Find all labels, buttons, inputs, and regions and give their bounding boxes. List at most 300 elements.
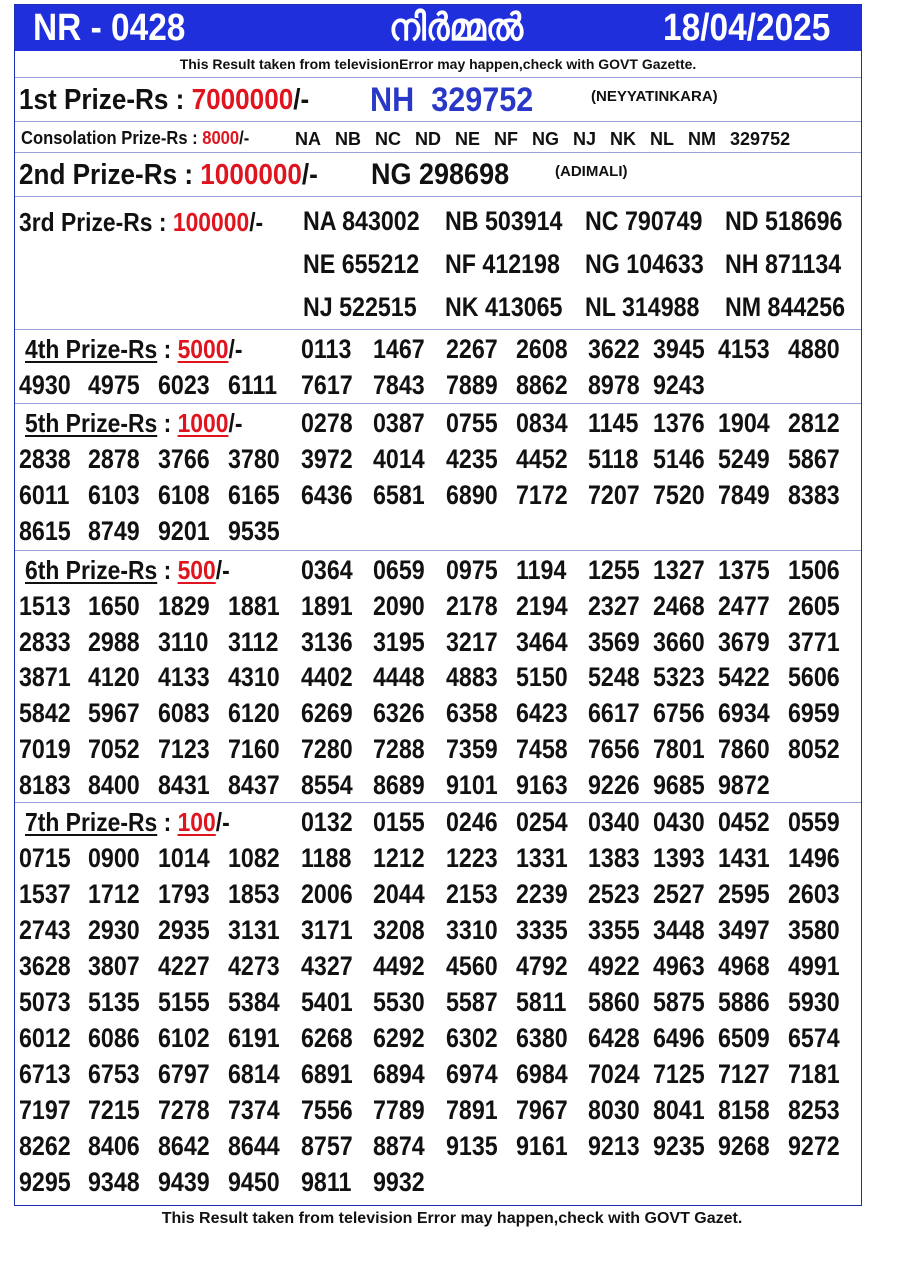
- winning-number: 6574: [788, 1023, 840, 1053]
- winning-number: 7197: [19, 1095, 71, 1125]
- winning-number: 6753: [88, 1059, 140, 1089]
- winning-number: 6165: [228, 480, 280, 510]
- winning-number: 2812: [788, 408, 840, 438]
- second-prize-title: 2nd Prize-Rs :: [19, 159, 201, 191]
- first-prize-location: (NEYYATINKARA): [591, 88, 718, 105]
- winning-number: 4883: [446, 662, 498, 693]
- winning-number: 6814: [228, 1059, 280, 1089]
- winning-number: 3660: [653, 626, 705, 657]
- winning-number: 8642: [158, 1131, 210, 1161]
- winning-number: 7617: [301, 370, 353, 400]
- winning-number: 8431: [158, 769, 210, 800]
- winning-number: 2935: [158, 915, 210, 945]
- winning-number: 7789: [373, 1095, 425, 1125]
- winning-number: 1650: [88, 590, 140, 621]
- winning-number: 9872: [718, 769, 770, 800]
- consolation-ticket: NG: [532, 129, 560, 149]
- winning-number: 3464: [516, 626, 568, 657]
- winning-number: 8978: [588, 370, 640, 400]
- winning-number: 3335: [516, 915, 568, 945]
- winning-number: 6436: [301, 480, 353, 510]
- fourth-prize-section: [15, 330, 861, 404]
- winning-number: 6103: [88, 480, 140, 510]
- winning-number: 0659: [373, 555, 425, 585]
- winning-number: 9135: [446, 1131, 498, 1161]
- winning-number: 0975: [446, 555, 498, 585]
- winning-number: 1793: [158, 879, 210, 909]
- consolation-ticket: NM: [688, 129, 717, 149]
- winning-number: 5867: [788, 444, 840, 474]
- consolation-ticket: 329752: [730, 129, 791, 149]
- sixth-prize-section: [15, 551, 861, 803]
- third-prize-ticket: NF 412198: [445, 249, 560, 279]
- winning-number: 5875: [653, 987, 705, 1017]
- winning-number: 5530: [373, 987, 425, 1017]
- winning-number: 3112: [228, 626, 279, 657]
- winning-number: 2044: [373, 879, 425, 909]
- winning-number: 9201: [158, 516, 210, 546]
- title-bar: [15, 5, 861, 51]
- winning-number: 2838: [19, 444, 71, 474]
- winning-number: 6011: [19, 480, 70, 510]
- winning-number: 4310: [228, 662, 280, 693]
- winning-number: 3871: [19, 662, 71, 693]
- winning-number: 2239: [516, 879, 568, 909]
- winning-number: 8052: [788, 734, 840, 764]
- seventh-prize-section: [15, 803, 861, 1203]
- winning-number: 8437: [228, 769, 280, 800]
- winning-number: 5860: [588, 987, 640, 1017]
- winning-number: 2930: [88, 915, 140, 945]
- winning-number: 5930: [788, 987, 840, 1017]
- winning-number: 4448: [373, 662, 425, 693]
- winning-number: 7207: [588, 480, 640, 510]
- winning-number: 6974: [446, 1059, 498, 1089]
- fourth-prize-suffix: /-: [228, 334, 243, 364]
- consolation-ticket: NJ: [573, 129, 597, 149]
- winning-number: 0900: [88, 843, 140, 873]
- consolation-ticket: NE: [455, 129, 481, 149]
- winning-number: 5249: [718, 444, 770, 474]
- winning-number: 7052: [88, 734, 140, 764]
- winning-number: 7801: [653, 734, 705, 764]
- winning-number: 4560: [446, 951, 498, 981]
- winning-number: 1513: [19, 590, 71, 621]
- winning-number: 9450: [228, 1167, 280, 1197]
- winning-number: 7556: [301, 1095, 353, 1125]
- winning-number: 8689: [373, 769, 425, 800]
- third-prize-ticket: NB 503914: [445, 206, 563, 236]
- lottery-name: നിർമ്മൽ: [389, 7, 524, 49]
- winning-number: 8253: [788, 1095, 840, 1125]
- winning-number: 6713: [19, 1059, 71, 1089]
- winning-number: 2878: [88, 444, 140, 474]
- winning-number: 5146: [653, 444, 705, 474]
- winning-number: 3766: [158, 444, 210, 474]
- winning-number: 6108: [158, 480, 210, 510]
- winning-number: 3131: [228, 915, 280, 945]
- result-sheet: [14, 4, 862, 1206]
- winning-number: 5384: [228, 987, 280, 1017]
- winning-number: 8749: [88, 516, 140, 546]
- winning-number: 8757: [301, 1131, 353, 1161]
- winning-number: 3945: [653, 334, 705, 364]
- winning-number: 4273: [228, 951, 280, 981]
- winning-number: 6380: [516, 1023, 568, 1053]
- sixth-prize-label: [25, 552, 230, 588]
- winning-number: 8862: [516, 370, 568, 400]
- winning-number: 7280: [301, 734, 353, 764]
- winning-number: 6326: [373, 698, 425, 729]
- first-prize-row: [15, 78, 861, 122]
- winning-number: 7374: [228, 1095, 280, 1125]
- winning-number: 1537: [19, 879, 71, 909]
- winning-number: 1255: [588, 555, 640, 585]
- fourth-prize-title: 4th Prize-Rs: [25, 334, 158, 364]
- winning-number: 1393: [653, 843, 705, 873]
- winning-number: 2608: [516, 334, 568, 364]
- winning-number: 9811: [301, 1167, 352, 1197]
- winning-number: 6102: [158, 1023, 210, 1053]
- winning-number: 1891: [301, 590, 353, 621]
- consolation-label: [21, 128, 249, 149]
- winning-number: 1383: [588, 843, 640, 873]
- consolation-amount: 8000: [202, 128, 240, 148]
- winning-number: 8158: [718, 1095, 770, 1125]
- winning-number: 3355: [588, 915, 640, 945]
- winning-number: 2527: [653, 879, 705, 909]
- winning-number: 6617: [588, 698, 640, 729]
- third-prize-ticket: NH 871134: [725, 249, 842, 279]
- winning-number: 1212: [373, 843, 425, 873]
- winning-number: 6428: [588, 1023, 640, 1053]
- winning-number: 5135: [88, 987, 140, 1017]
- first-prize-amount: 7000000: [191, 84, 294, 116]
- winning-number: 0715: [19, 843, 71, 873]
- winning-number: 4227: [158, 951, 210, 981]
- winning-number: 1376: [653, 408, 705, 438]
- second-prize-suffix: /-: [301, 159, 318, 191]
- second-prize-amount: 1000000: [200, 159, 302, 191]
- winning-number: 9235: [653, 1131, 705, 1161]
- winning-number: 2090: [373, 590, 425, 621]
- winning-number: 9685: [653, 769, 705, 800]
- consolation-ticket: NC: [375, 129, 401, 149]
- winning-number: 6891: [301, 1059, 353, 1089]
- winning-number: 7123: [158, 734, 210, 764]
- winning-number: 8030: [588, 1095, 640, 1125]
- winning-number: 7019: [19, 734, 71, 764]
- winning-number: 3208: [373, 915, 425, 945]
- fourth-prize-amount: 5000: [177, 334, 229, 364]
- third-prize-ticket: ND 518696: [725, 206, 843, 236]
- sixth-prize-title: 6th Prize-Rs: [25, 555, 158, 585]
- consolation-title: Consolation Prize-Rs :: [21, 128, 203, 148]
- winning-number: 4975: [88, 370, 140, 400]
- consolation-ticket: NB: [335, 129, 361, 149]
- winning-number: 5150: [516, 662, 568, 693]
- winning-number: 2523: [588, 879, 640, 909]
- third-prize-ticket: NM 844256: [725, 292, 846, 322]
- winning-number: 6083: [158, 698, 210, 729]
- winning-number: 2477: [718, 590, 770, 621]
- winning-number: 3807: [88, 951, 140, 981]
- winning-number: 7278: [158, 1095, 210, 1125]
- winning-number: 7288: [373, 734, 425, 764]
- winning-number: 5155: [158, 987, 210, 1017]
- winning-number: 2178: [446, 590, 498, 621]
- winning-number: 0254: [516, 807, 568, 837]
- winning-number: 1506: [788, 555, 840, 585]
- winning-number: 7889: [446, 370, 498, 400]
- sixth-prize-amount: 500: [177, 555, 216, 585]
- second-prize-label: [19, 157, 318, 193]
- seventh-prize-title: 7th Prize-Rs: [25, 807, 158, 837]
- winning-number: 0834: [516, 408, 568, 438]
- winning-number: 7458: [516, 734, 568, 764]
- winning-number: 3448: [653, 915, 705, 945]
- winning-number: 8400: [88, 769, 140, 800]
- winning-number: 4792: [516, 951, 568, 981]
- consolation-ticket: NL: [650, 129, 675, 149]
- third-prize-amount: 100000: [172, 207, 250, 237]
- third-prize-ticket: NE 655212: [303, 249, 420, 279]
- winning-number: 6423: [516, 698, 568, 729]
- winning-number: 3771: [788, 626, 840, 657]
- winning-number: 5842: [19, 698, 71, 729]
- winning-number: 7891: [446, 1095, 498, 1125]
- consolation-row: [15, 122, 861, 153]
- winning-number: 2327: [588, 590, 640, 621]
- winning-number: 9295: [19, 1167, 71, 1197]
- winning-number: 5967: [88, 698, 140, 729]
- winning-number: 6984: [516, 1059, 568, 1089]
- fifth-prize-suffix: /-: [228, 408, 243, 438]
- winning-number: 6023: [158, 370, 210, 400]
- third-prize-ticket: NA 843002: [303, 206, 420, 236]
- winning-number: 3497: [718, 915, 770, 945]
- fifth-prize-sep: :: [157, 408, 178, 438]
- disclaimer-bottom: This Result taken from television Error may happen,check with GOVT Gazet.: [161, 1210, 743, 1227]
- winning-number: 3580: [788, 915, 840, 945]
- fifth-prize-label: [25, 405, 242, 441]
- winning-number: 3217: [446, 626, 498, 657]
- winning-number: 4014: [373, 444, 425, 474]
- winning-number: 9932: [373, 1167, 425, 1197]
- consolation-tickets: [295, 126, 804, 152]
- winning-number: 6191: [228, 1023, 280, 1053]
- winning-number: 1082: [228, 843, 280, 873]
- winning-number: 6934: [718, 698, 770, 729]
- winning-number: 6509: [718, 1023, 770, 1053]
- third-prize-ticket: NJ 522515: [303, 292, 417, 322]
- winning-number: 3171: [301, 915, 353, 945]
- winning-number: 4327: [301, 951, 353, 981]
- winning-number: 6756: [653, 698, 705, 729]
- third-prize-label: [19, 205, 263, 239]
- winning-number: 9163: [516, 769, 568, 800]
- winning-number: 5323: [653, 662, 705, 693]
- winning-number: 3136: [301, 626, 353, 657]
- consolation-ticket: NF: [494, 129, 519, 149]
- winning-number: 4402: [301, 662, 353, 693]
- winning-number: 1145: [588, 408, 639, 438]
- sixth-prize-sep: :: [157, 555, 178, 585]
- winning-number: 9535: [228, 516, 280, 546]
- first-prize-ticket: NH 329752: [370, 81, 534, 119]
- winning-number: 8554: [301, 769, 353, 800]
- winning-number: 1194: [516, 555, 567, 585]
- winning-number: 3310: [446, 915, 498, 945]
- first-prize-suffix: /-: [293, 84, 310, 116]
- winning-number: 3110: [158, 626, 209, 657]
- winning-number: 7520: [653, 480, 705, 510]
- winning-number: 6111: [228, 370, 278, 400]
- first-prize-label: [19, 82, 309, 118]
- winning-number: 6012: [19, 1023, 71, 1053]
- winning-number: 0387: [373, 408, 425, 438]
- winning-number: 7125: [653, 1059, 705, 1089]
- winning-number: 0132: [301, 807, 353, 837]
- winning-number: 9272: [788, 1131, 840, 1161]
- winning-number: 7127: [718, 1059, 770, 1089]
- first-prize-title: 1st Prize-Rs :: [19, 84, 192, 116]
- winning-number: 7172: [516, 480, 568, 510]
- winning-number: 7967: [516, 1095, 568, 1125]
- third-prize-suffix: /-: [249, 207, 264, 237]
- winning-number: 0246: [446, 807, 498, 837]
- winning-number: 6268: [301, 1023, 353, 1053]
- winning-number: 4991: [788, 951, 840, 981]
- winning-number: 5886: [718, 987, 770, 1017]
- winning-number: 1467: [373, 334, 425, 364]
- third-prize-ticket: NL 314988: [585, 292, 700, 322]
- winning-number: 6086: [88, 1023, 140, 1053]
- winning-number: 8615: [19, 516, 71, 546]
- winning-number: 5587: [446, 987, 498, 1017]
- disclaimer-top: This Result taken from televisionError may happen,check with GOVT Gazette.: [15, 51, 861, 78]
- fifth-prize-amount: 1000: [177, 408, 229, 438]
- second-prize-location: (ADIMALI): [555, 163, 628, 180]
- winning-number: 4922: [588, 951, 640, 981]
- winning-number: 8644: [228, 1131, 280, 1161]
- third-prize-section: [15, 197, 861, 330]
- winning-number: 8183: [19, 769, 71, 800]
- winning-number: 2194: [516, 590, 568, 621]
- winning-number: 0430: [653, 807, 705, 837]
- winning-number: 2006: [301, 879, 353, 909]
- winning-number: 6581: [373, 480, 425, 510]
- winning-number: 3780: [228, 444, 280, 474]
- winning-number: 4492: [373, 951, 425, 981]
- winning-number: 3628: [19, 951, 71, 981]
- winning-number: 0452: [718, 807, 770, 837]
- winning-number: 1375: [718, 555, 770, 585]
- winning-number: 2743: [19, 915, 71, 945]
- winning-number: 0155: [373, 807, 425, 837]
- winning-number: 3195: [373, 626, 425, 657]
- winning-number: 7024: [588, 1059, 640, 1089]
- winning-number: 1829: [158, 590, 210, 621]
- winning-number: 2833: [19, 626, 71, 657]
- winning-number: 7215: [88, 1095, 140, 1125]
- winning-number: 3622: [588, 334, 640, 364]
- winning-number: 2153: [446, 879, 498, 909]
- winning-number: 1904: [718, 408, 770, 438]
- winning-number: 8041: [653, 1095, 705, 1125]
- winning-number: 6496: [653, 1023, 705, 1053]
- winning-number: 7843: [373, 370, 425, 400]
- second-prize-ticket: NG 298698: [371, 158, 510, 191]
- fifth-prize-section: [15, 404, 861, 551]
- winning-number: 5248: [588, 662, 640, 693]
- winning-number: 0364: [301, 555, 353, 585]
- seventh-prize-amount: 100: [177, 807, 216, 837]
- winning-number: 2988: [88, 626, 140, 657]
- winning-number: 9348: [88, 1167, 140, 1197]
- winning-number: 2605: [788, 590, 840, 621]
- winning-number: 6797: [158, 1059, 210, 1089]
- winning-number: 8874: [373, 1131, 425, 1161]
- winning-number: 2267: [446, 334, 498, 364]
- winning-number: 7656: [588, 734, 640, 764]
- consolation-suffix: /-: [239, 128, 250, 148]
- winning-number: 2595: [718, 879, 770, 909]
- winning-number: 1014: [158, 843, 210, 873]
- winning-number: 9268: [718, 1131, 770, 1161]
- winning-number: 6959: [788, 698, 840, 729]
- winning-number: 9161: [516, 1131, 568, 1161]
- winning-number: 4133: [158, 662, 210, 693]
- winning-number: 1331: [516, 843, 568, 873]
- seventh-prize-sep: :: [157, 807, 178, 837]
- third-prize-ticket: NC 790749: [585, 206, 703, 236]
- winning-number: 6269: [301, 698, 353, 729]
- winning-number: 1327: [653, 555, 705, 585]
- winning-number: 1853: [228, 879, 280, 909]
- winning-number: 0113: [301, 334, 352, 364]
- winning-number: 6894: [373, 1059, 425, 1089]
- second-prize-row: [15, 153, 861, 197]
- winning-number: 9213: [588, 1131, 640, 1161]
- third-prize-ticket: NK 413065: [445, 292, 563, 322]
- seventh-prize-suffix: /-: [215, 807, 230, 837]
- winning-number: 7181: [788, 1059, 840, 1089]
- winning-number: 0340: [588, 807, 640, 837]
- winning-number: 4930: [19, 370, 71, 400]
- winning-number: 8406: [88, 1131, 140, 1161]
- winning-number: 0755: [446, 408, 498, 438]
- winning-number: 5401: [301, 987, 353, 1017]
- draw-date: 18/04/2025: [663, 7, 831, 49]
- winning-number: 7860: [718, 734, 770, 764]
- winning-number: 9439: [158, 1167, 210, 1197]
- winning-number: 4963: [653, 951, 705, 981]
- winning-number: 1188: [301, 843, 352, 873]
- winning-number: 1712: [88, 879, 140, 909]
- third-prize-title: 3rd Prize-Rs :: [19, 207, 173, 237]
- winning-number: 1496: [788, 843, 840, 873]
- winning-number: 4120: [88, 662, 140, 693]
- winning-number: 4968: [718, 951, 770, 981]
- winning-number: 4880: [788, 334, 840, 364]
- fourth-prize-sep: :: [157, 334, 178, 364]
- winning-number: 5073: [19, 987, 71, 1017]
- winning-number: 5118: [588, 444, 639, 474]
- winning-number: 3569: [588, 626, 640, 657]
- sixth-prize-suffix: /-: [215, 555, 230, 585]
- consolation-ticket: ND: [415, 129, 441, 149]
